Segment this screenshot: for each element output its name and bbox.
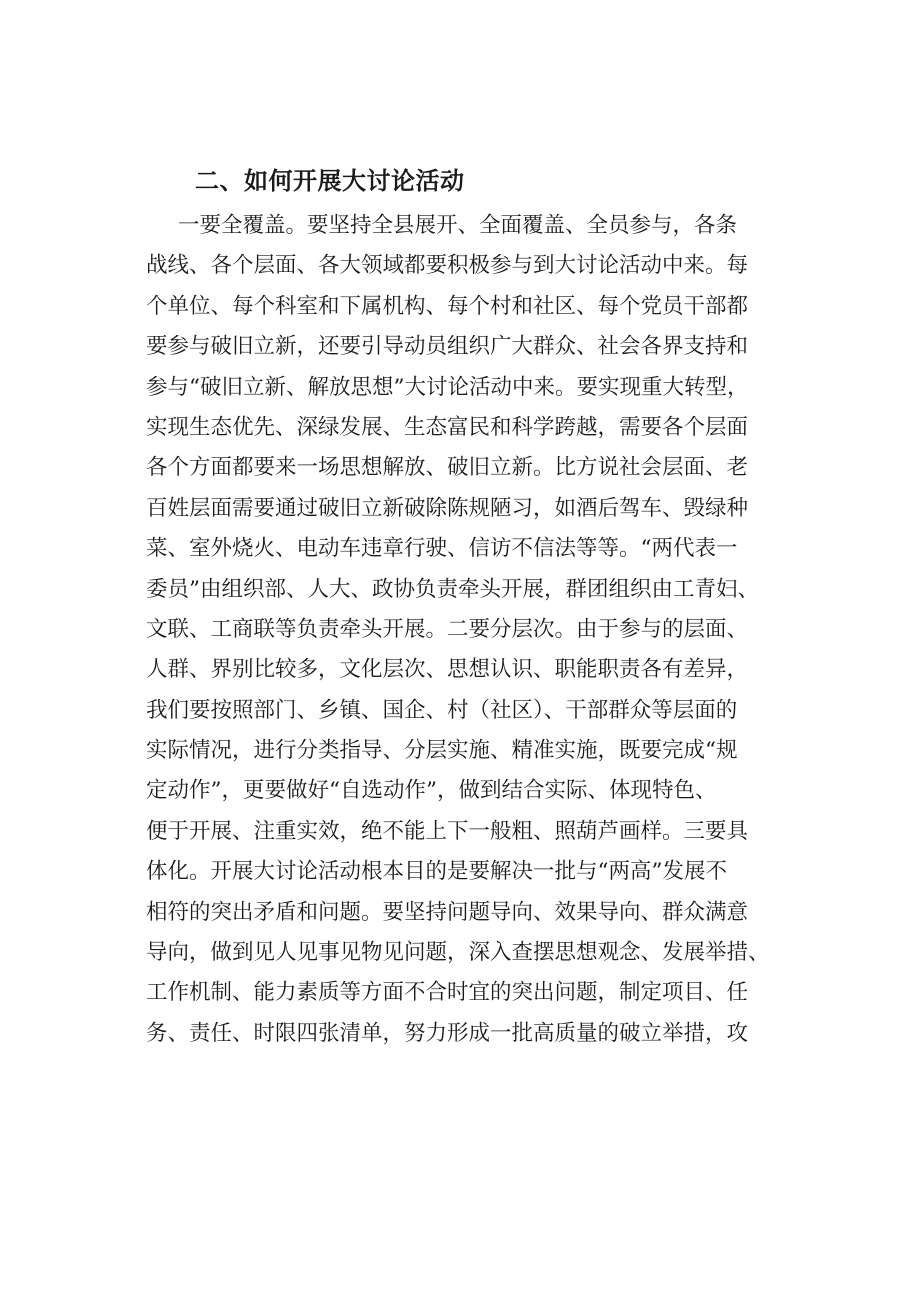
text-line: 相符的突出矛盾和问题。要坚持问题导向、效果导向、群众满意 [146,899,749,925]
text-line: 人群、界别比较多，文化层次、思想认识、职能职责各有差异， [146,657,749,683]
body-text [146,206,826,1054]
text-line: 体化。开展大讨论活动根本目的是要解决一批与“两高”发展不 [146,859,727,885]
section-heading: 二、如何开展大讨论活动 [195,167,465,195]
text-line: 我们要按照部门、乡镇、国企、村（社区）、干部群众等层面的 [146,697,738,723]
text-line: 实际情况，进行分类指导、分层实施、精准实施，既要完成“规 [146,738,738,764]
text-line: 各个方面都要来一场思想解放、破旧立新。比方说社会层面、老 [146,455,749,481]
text-line: 战线、各个层面、各大领域都要积极参与到大讨论活动中来。每 [146,253,749,279]
text-line: 便于开展、注重实效，绝不能上下一般粗、照葫芦画样。三要具 [146,818,749,844]
text-line: 实现生态优先、深绿发展、生态富民和科学跨越，需要各个层面 [146,414,749,440]
text-line: 务、责任、时限四张清单，努力形成一批高质量的破立举措，攻 [146,1020,749,1046]
text-line: 要参与破旧立新，还要引导动员组织广大群众、社会各界支持和 [146,334,749,360]
text-line: 一要全覆盖。要坚持全县展开、全面覆盖、全员参与，各条 [178,213,738,238]
text-line: 工作机制、能力素质等方面不合时宜的突出问题，制定项目、任 [146,980,749,1006]
text-line: 导向，做到见人见事见物见问题，深入查摆思想观念、发展举措、 [146,940,770,966]
text-line: 百姓层面需要通过破旧立新破除陈规陋习，如酒后驾车、毁绿种 [146,495,749,521]
text-line: 个单位、每个科室和下属机构、每个村和社区、每个党员干部都 [146,293,749,319]
text-line: 菜、室外烧火、电动车违章行驶、信访不信法等等。“两代表一 [146,536,738,562]
text-line: 定动作”，更要做好“自选动作”，做到结合实际、体现特色、 [146,778,717,804]
text-line: 委员”由组织部、人大、政协负责牵头开展，群团组织由工青妇、 [146,576,759,602]
text-line: 参与“破旧立新、解放思想”大讨论活动中来。要实现重大转型， [146,374,749,400]
text-line: 文联、工商联等负责牵头开展。二要分层次。由于参与的层面、 [146,616,749,642]
